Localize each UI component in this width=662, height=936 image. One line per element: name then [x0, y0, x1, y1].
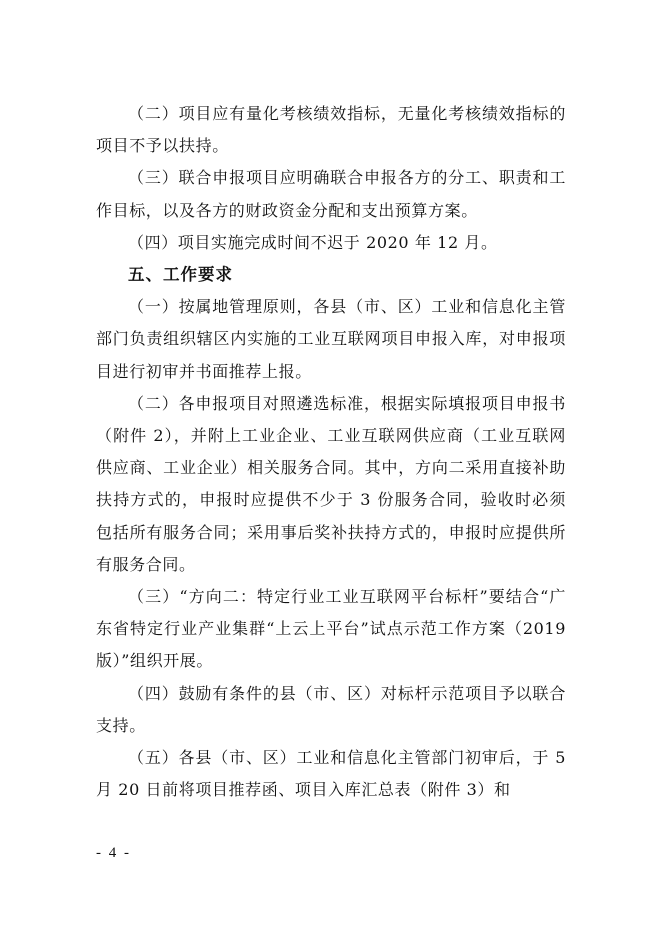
- page-number: - 4 -: [96, 845, 131, 861]
- paragraph-territorial-management: （一）按属地管理原则，各县（市、区）工业和信息化主管部门负责组织辖区内实施的工业互联网项目申报入库，对申报项目进行初审并书面推荐上报。: [96, 297, 566, 381]
- paragraph-joint-support: （四）鼓励有条件的县（市、区）对标杆示范项目予以联合支持。: [96, 683, 566, 735]
- paragraph-application-documents: （二）各申报项目对照遴选标准，根据实际填报项目申报书（附件 2），并附上工业企业、工业互联网供应商（工业互联网供应商、工业企业）相关服务合同。其中，方向二采用直接补助扶持方式的，申报时应提供不少于 3 份服务合同，验收时必须包括所有服务合同；采用事后奖补扶持方式的，申报时应提供所有服务合同。: [96, 393, 566, 574]
- paragraph-completion-deadline: （四）项目实施完成时间不迟于 2020 年 12 月。: [128, 232, 498, 252]
- paragraph-direction-two: （三）“方向二：特定行业工业互联网平台标杆”要结合“广东省特定行业产业集群“上云上平台”试点示范工作方案（2019 版）”组织开展。: [96, 587, 566, 671]
- document-body: [96, 98, 566, 806]
- paragraph-performance-indicators: （二）项目应有量化考核绩效指标，无量化考核绩效指标的项目不予以扶持。: [96, 104, 566, 156]
- paragraph-submission-deadline: （五）各县（市、区）工业和信息化主管部门初审后，于 5 月 20 日前将项目推荐函、项目入库汇总表（附件 3）和: [96, 748, 566, 800]
- paragraph-joint-application: （三）联合申报项目应明确联合申报各方的分工、职责和工作目标，以及各方的财政资金分配和支出预算方案。: [96, 168, 566, 220]
- section-heading-work-requirements: 五、工作要求: [128, 265, 233, 285]
